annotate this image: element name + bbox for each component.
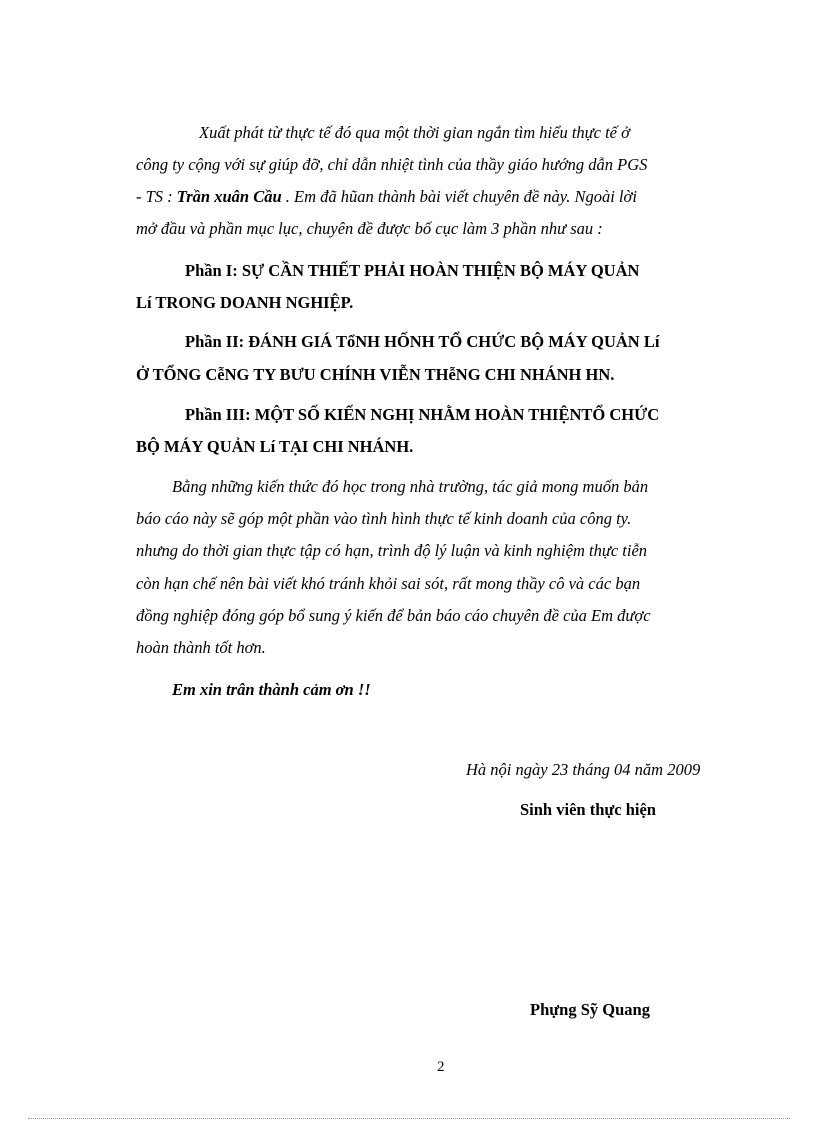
intro-line-3-prefix: - TS : [136,187,177,206]
signer-name: Phựng Sỹ Quang [530,1000,650,1019]
advisor-name: Trần xuân Cầu [176,187,282,206]
thanks-line: Em xin trân thành cảm ơn !! [172,680,371,699]
part-3-line-1: Phần III: MỘT SỐ KIẾN NGHỊ NHẰM HOÀN THIỆNTỔ CHỨC [185,405,660,424]
intro-line-3 [136,187,637,207]
page-number: 2 [437,1059,445,1075]
intro-line-3-suffix: . Em đã hũan thành bài viết chuyên đề này. Ngoài lời [281,187,637,206]
part-1-line-2: Lí TRONG DOANH NGHIỆP. [136,293,354,312]
closing-line-6: hoàn thành tốt hơn. [136,638,266,657]
closing-line-1: Bằng những kiến thức đó học trong nhà trường, tác giả mong muốn bản [172,477,649,496]
closing-line-5: đồng nghiệp đóng góp bổ sung ý kiến để bản báo cáo chuyên đề của Em được [136,606,651,625]
part-2-line-2: Ở TỔNG CễNG TY BƯU CHÍNH VIỄN THễNG CHI NHÁNH HN. [136,365,615,384]
page-bottom-border [28,1118,790,1119]
part-1-line-1: Phần I: SỰ CẦN THIẾT PHẢI HOÀN THIỆN BỘ MÁY QUẢN [185,261,640,280]
intro-line-1: Xuất phát từ thực tế đó qua một thời gian ngắn tìm hiểu thực tế ở [199,123,630,142]
part-3-line-2: BỘ MÁY QUẢN Lí TẠI CHI NHÁNH. [136,437,414,456]
date-line: Hà nội ngày 23 tháng 04 năm 2009 [466,760,701,779]
signer-title: Sinh viên thực hiện [520,800,656,819]
part-2-line-1: Phần II: ĐÁNH GIÁ TổNH HỐNH TỔ CHỨC BỘ MÁY QUẢN Lí [185,332,660,351]
closing-line-2: báo cáo này sẽ góp một phần vào tình hình thực tế kinh doanh của công ty. [136,509,632,528]
intro-line-4: mở đầu và phần mục lục, chuyên đề được bố cục làm 3 phần như sau : [136,219,603,238]
closing-line-4: còn hạn chế nên bài viết khó tránh khỏi sai sót, rất mong thầy cô và các bạn [136,574,641,593]
closing-line-3: nhưng do thời gian thực tập có hạn, trình độ lý luận và kinh nghiệm thực tiễn [136,541,648,560]
intro-line-2: công ty cộng với sự giúp đỡ, chỉ dẫn nhiệt tình của thầy giáo hướng dẫn PGS [136,155,648,174]
